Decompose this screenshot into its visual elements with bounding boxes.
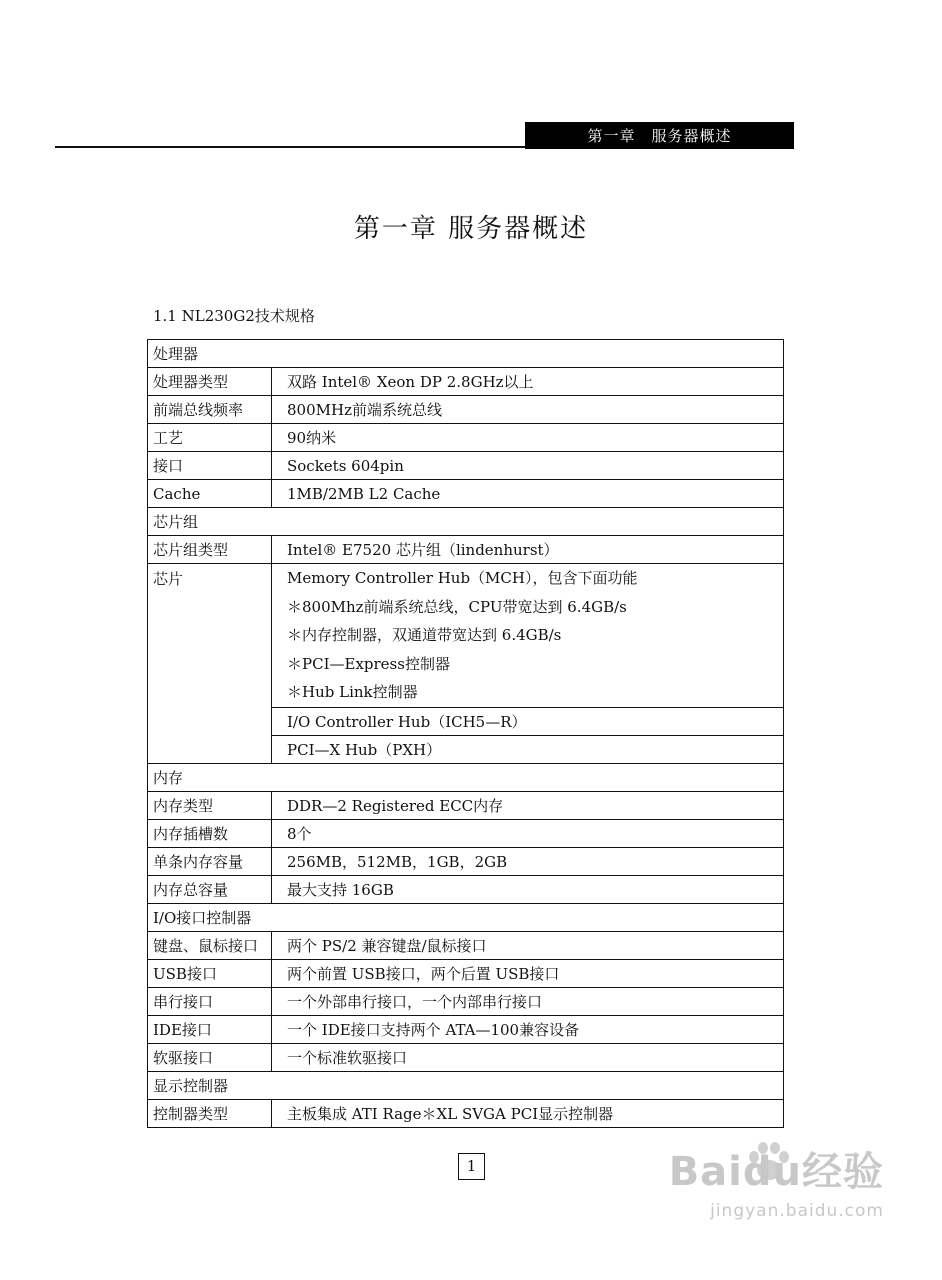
row-value: 800MHz前端系统总线	[272, 396, 784, 424]
table-row	[148, 424, 784, 452]
table-row	[148, 1043, 784, 1071]
table-row	[148, 340, 784, 368]
table-row	[148, 791, 784, 819]
table-row	[148, 1071, 784, 1099]
table-row	[148, 903, 784, 931]
table-row	[148, 931, 784, 959]
table-row	[148, 819, 784, 847]
row-label: 接口	[148, 452, 272, 480]
row-label: 前端总线频率	[148, 396, 272, 424]
table-row	[148, 536, 784, 564]
row-value: 256MB，512MB，1GB，2GB	[272, 847, 784, 875]
row-value: Sockets 604pin	[272, 452, 784, 480]
chip-mch-line: ＊PCI—Express控制器	[287, 654, 450, 673]
table-row	[148, 368, 784, 396]
table-row	[148, 1015, 784, 1043]
row-label: 内存总容量	[148, 875, 272, 903]
chip-mch-line: ＊Hub Link控制器	[287, 683, 418, 701]
row-value: Intel® E7520 芯片组（lindenhurst）	[272, 536, 784, 564]
row-value: 一个 IDE接口支持两个 ATA—100兼容设备	[272, 1015, 784, 1043]
chapter-header: 第一章 服务器概述	[525, 122, 794, 149]
watermark-url: jingyan.baidu.com	[710, 1201, 884, 1221]
group-io: I/O接口控制器	[148, 903, 784, 931]
row-label: 串行接口	[148, 987, 272, 1015]
table-row	[148, 875, 784, 903]
table-row	[148, 763, 784, 791]
page-number: 1	[458, 1153, 485, 1180]
row-value: 1MB/2MB L2 Cache	[272, 480, 784, 508]
page-title: 第一章 服务器概述	[353, 214, 589, 244]
watermark-brand: Baidu经验	[668, 1149, 884, 1195]
row-value: 90纳米	[272, 424, 784, 452]
row-label: 内存插槽数	[148, 819, 272, 847]
chip-mch-cell	[272, 564, 784, 708]
row-label: USB接口	[148, 959, 272, 987]
row-label: 处理器类型	[148, 368, 272, 396]
table-row	[148, 959, 784, 987]
table-row	[148, 396, 784, 424]
row-label: 内存类型	[148, 791, 272, 819]
row-label: 控制器类型	[148, 1099, 272, 1127]
row-label: Cache	[148, 480, 272, 508]
chip-ich-value: I/O Controller Hub（ICH5—R）	[272, 707, 784, 735]
table-row	[148, 452, 784, 480]
row-value: 最大支持 16GB	[272, 875, 784, 903]
row-label: 芯片组类型	[148, 536, 272, 564]
table-row	[148, 1099, 784, 1127]
row-value: DDR—2 Registered ECC内存	[272, 791, 784, 819]
row-value: 主板集成 ATI Rage＊XL SVGA PCI显示控制器	[272, 1099, 784, 1127]
table-row	[148, 480, 784, 508]
row-label: 工艺	[148, 424, 272, 452]
chip-mch-line: ＊800Mhz前端系统总线，CPU带宽达到 6.4GB/s	[287, 597, 627, 616]
section-title: 1.1 NL230G2技术规格	[153, 307, 315, 325]
row-label: 单条内存容量	[148, 847, 272, 875]
spec-table	[147, 339, 784, 1128]
table-row	[148, 564, 784, 708]
row-label: 键盘、鼠标接口	[148, 931, 272, 959]
row-label: 软驱接口	[148, 1043, 272, 1071]
chip-mch-line: Memory Controller Hub（MCH），包含下面功能	[287, 569, 638, 587]
group-processor: 处理器	[148, 340, 784, 368]
row-value: 两个前置 USB接口，两个后置 USB接口	[272, 959, 784, 987]
row-label: IDE接口	[148, 1015, 272, 1043]
chip-pxh-value: PCI—X Hub（PXH）	[272, 735, 784, 763]
row-value: 一个外部串行接口，一个内部串行接口	[272, 987, 784, 1015]
chip-mch-line: ＊内存控制器，双通道带宽达到 6.4GB/s	[287, 626, 562, 644]
table-row	[148, 508, 784, 536]
table-row	[148, 987, 784, 1015]
row-value: 两个 PS/2 兼容键盘/鼠标接口	[272, 931, 784, 959]
group-memory: 内存	[148, 763, 784, 791]
row-value: 双路 Intel® Xeon DP 2.8GHz以上	[272, 368, 784, 396]
row-value: 一个标准软驱接口	[272, 1043, 784, 1071]
row-label-chip: 芯片	[148, 564, 272, 764]
row-value: 8个	[272, 819, 784, 847]
watermark	[669, 1140, 884, 1221]
group-display: 显示控制器	[148, 1071, 784, 1099]
table-row	[148, 847, 784, 875]
group-chipset: 芯片组	[148, 508, 784, 536]
header-rule	[55, 146, 525, 148]
